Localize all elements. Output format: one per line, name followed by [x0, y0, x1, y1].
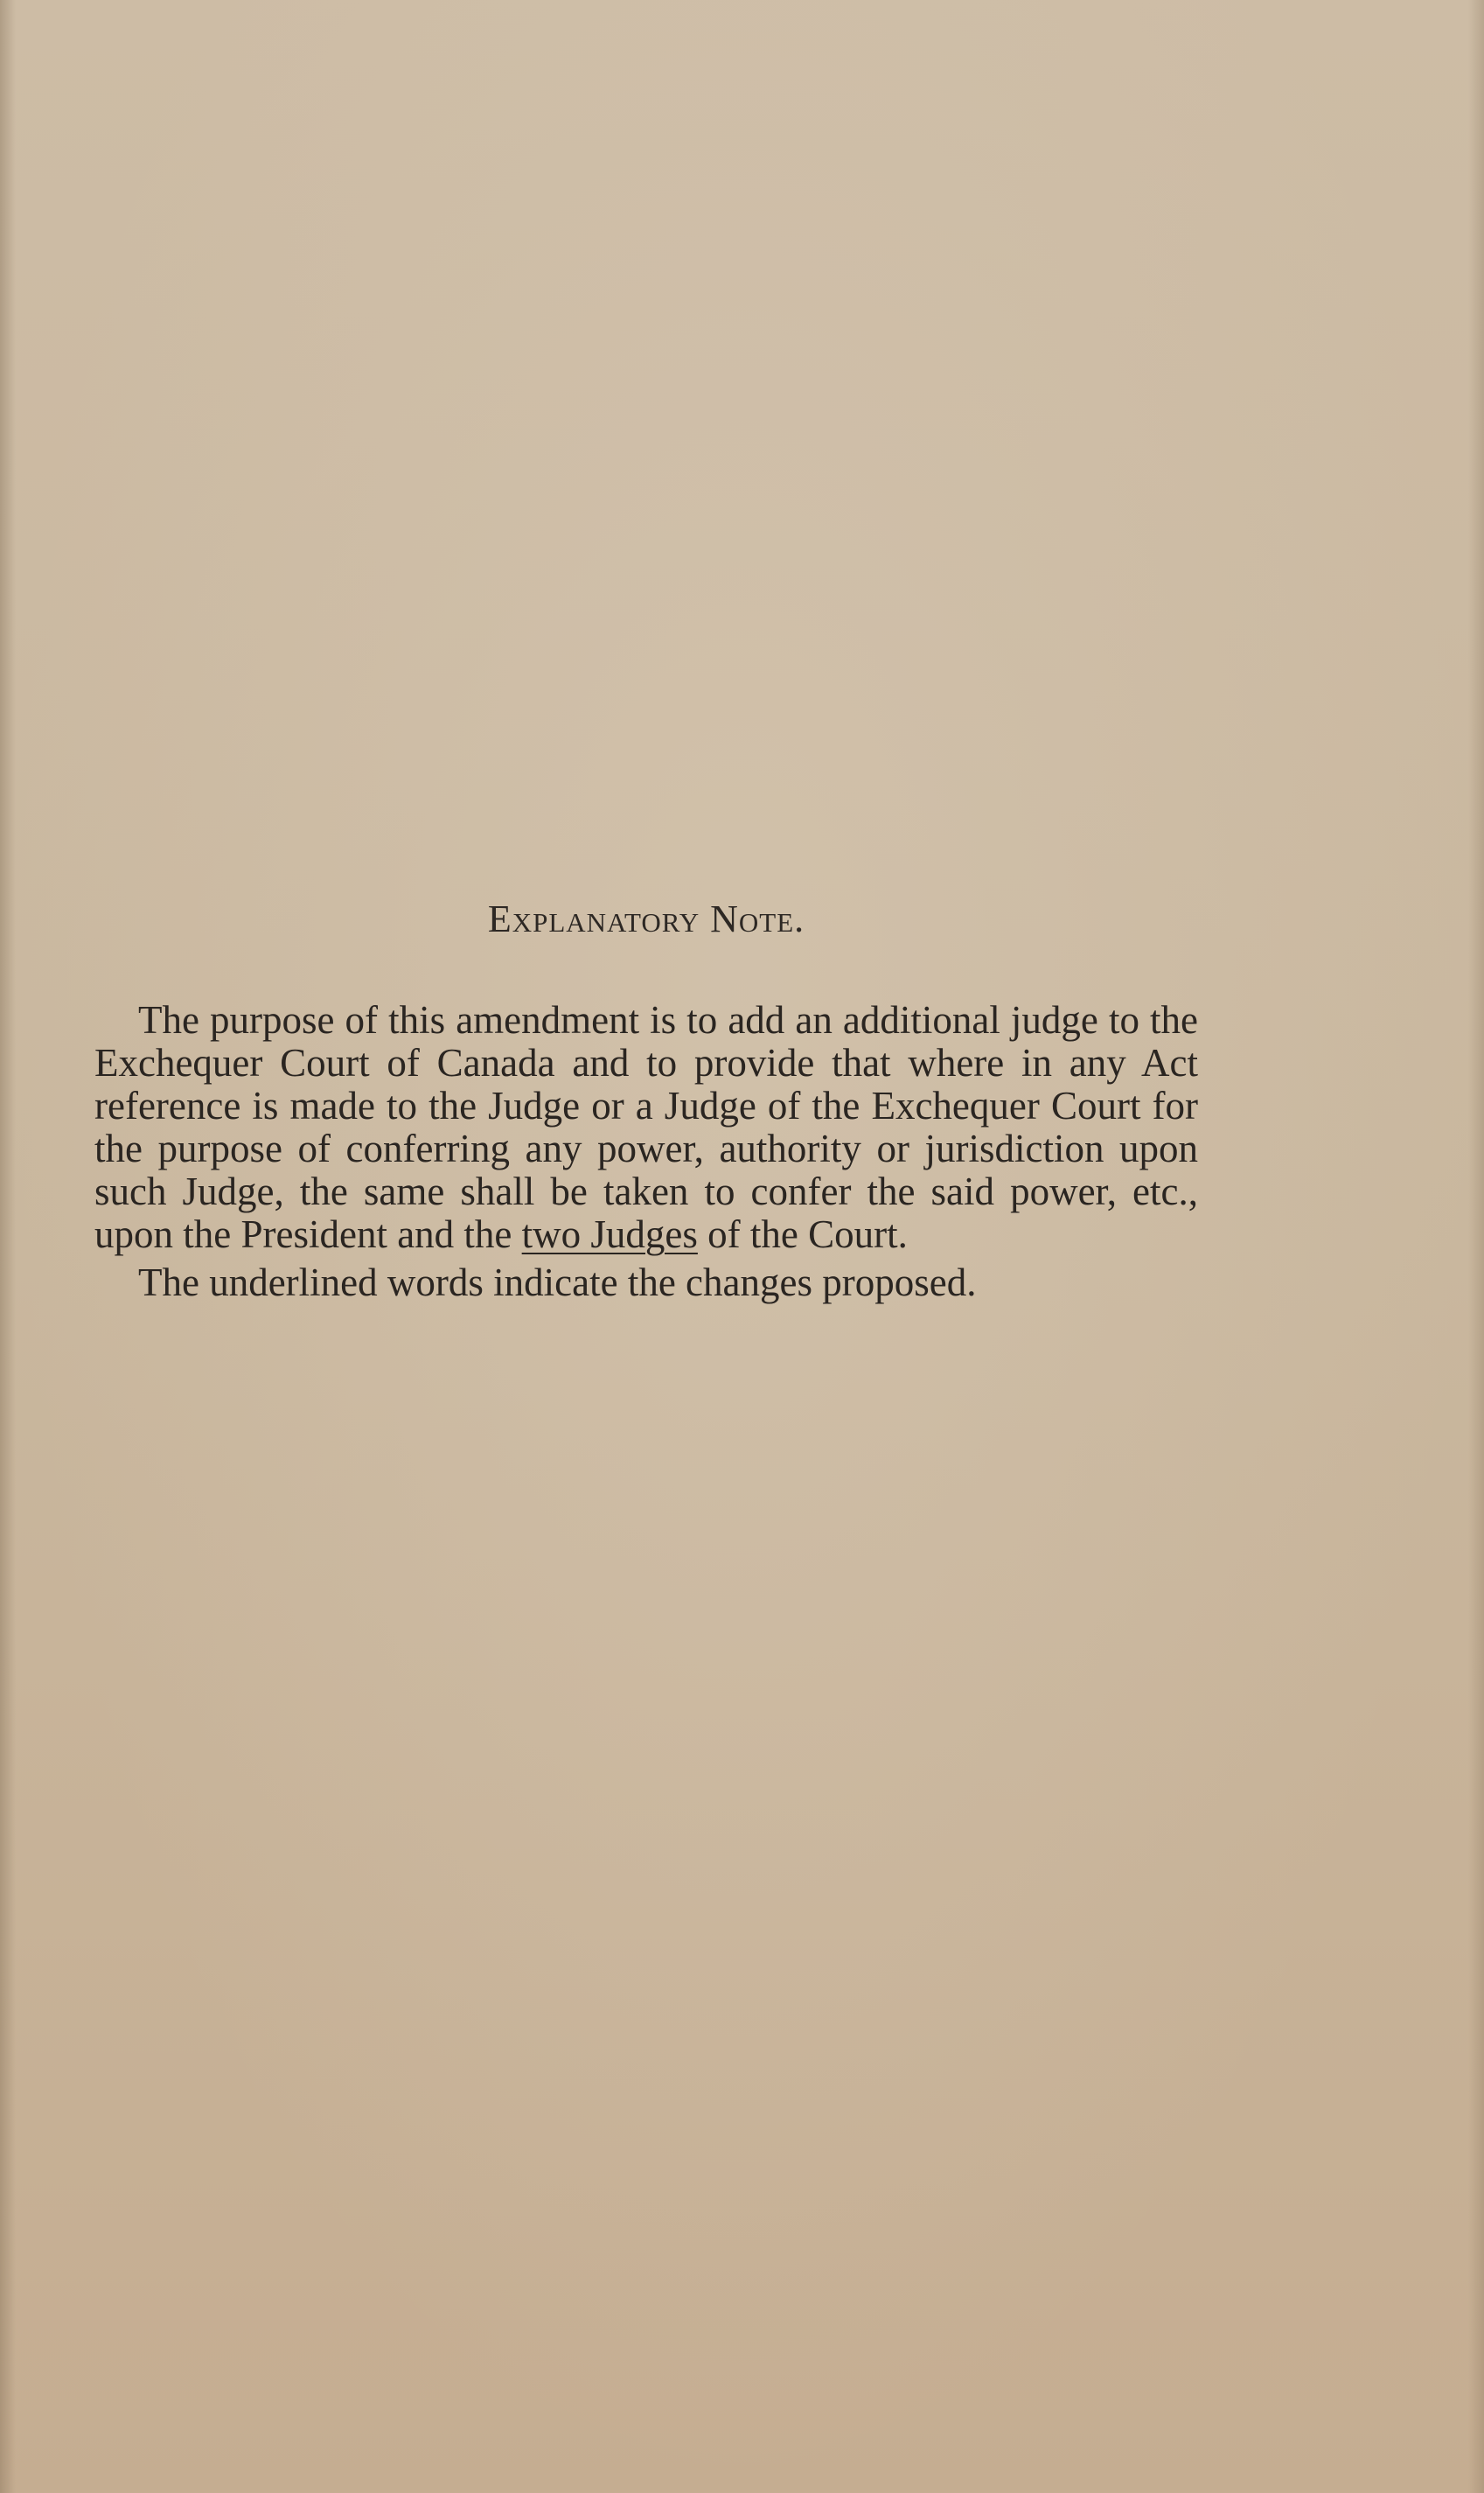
note-heading-text: Explanatory Note. [487, 897, 805, 940]
paragraph-text: The purpose of this amendment is to add an additional judge to the Exchequer Court of Canada and to provide that where in any Act reference is made to the Judge or a Judge of the Exchequer Court for the purpose of conferring any power, authority or jurisdiction upon such Judge, the same shall be taken to confer the said power, etc., upon the President and the [94, 998, 1198, 1256]
note-paragraph-purpose [94, 999, 1198, 1256]
note-heading [94, 897, 1198, 941]
underlined-words: two Judges [521, 1212, 698, 1256]
page-edge-right [1468, 0, 1484, 2493]
note-paragraph-underline-explanation: The underlined words indicate the changes proposed. [138, 1260, 977, 1304]
page-edge-left [0, 0, 16, 2493]
paragraph-text-end: of the Court. [697, 1212, 908, 1256]
explanatory-note [94, 897, 1198, 1304]
